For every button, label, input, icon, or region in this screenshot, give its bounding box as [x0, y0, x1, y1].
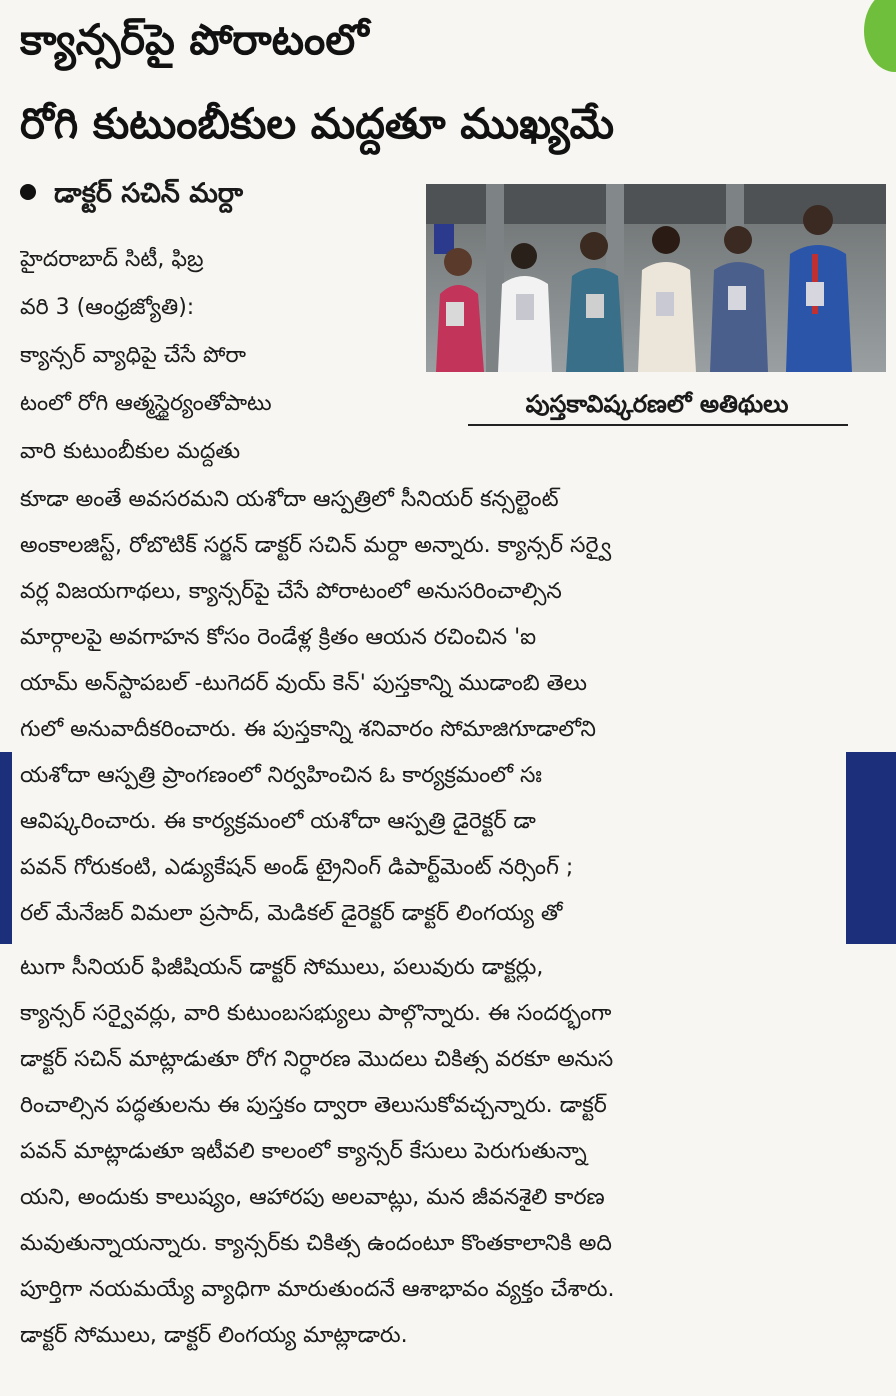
- byline: [20, 175, 243, 213]
- blue-margin-strip-left: [0, 752, 12, 944]
- body-line: పూర్తిగా నయమయ్యే వ్యాధిగా మారుతుందనే ఆశాభావం వ్యక్తం చేశారు.: [20, 1277, 615, 1302]
- book-launch-photo-illustration: [426, 184, 886, 372]
- body-line: ఆవిష్కరించారు. ఈ కార్యక్రమంలో యశోదా ఆస్పత్రి డైరెక్టర్ డా: [20, 809, 536, 834]
- body-line: క్యాన్సర్ సర్వైవర్లు, వారి కుటుంబసభ్యులు పాల్గొన్నారు. ఈ సందర్భంగా: [20, 1001, 612, 1026]
- body-line: హైదరాబాద్ సిటీ, ఫిబ్ర: [20, 247, 204, 272]
- body-line: వరి 3 (ఆంధ్రజ్యోతి):: [20, 295, 195, 320]
- body-line: డాక్టర్ సచిన్ మాట్లాడుతూ రోగ నిర్ధారణ మొదలు చికిత్స వరకూ అనుస: [20, 1047, 614, 1072]
- body-line: కూడా అంతే అవసరమని యశోదా ఆస్పత్రిలో సీనియర్ కన్సల్టెంట్: [20, 487, 559, 512]
- body-line: వారి కుటుంబీకుల మద్దతు: [20, 439, 241, 464]
- body-line: యామ్ అన్‌స్టాపబల్ -టుగెదర్ వుయ్ కెన్' పుస్తకాన్ని ముడాంబి తెలు: [20, 671, 588, 696]
- body-line: యని, అందుకు కాలుష్యం, ఆహారపు అలవాట్లు, మన జీవనశైలి కారణ: [20, 1185, 605, 1210]
- body-line: అంకాలజిస్ట్, రోబొటిక్ సర్జన్ డాక్టర్ సచిన్ మర్దా అన్నారు. క్యాన్సర్ సర్వై: [20, 533, 612, 558]
- caption-underline: [468, 424, 848, 426]
- body-line: క్యాన్సర్ వ్యాధిపై చేసే పోరా: [20, 343, 246, 368]
- body-line: రించాల్సిన పద్ధతులను ఈ పుస్తకం ద్వారా తెలుసుకోవచ్చన్నారు. డాక్టర్: [20, 1093, 607, 1118]
- body-line: వర్ల విజయగాథలు, క్యాన్సర్‌పై చేసే పోరాటంలో అనుసరించాల్సిన: [20, 579, 562, 604]
- body-line: మార్గాలపై అవగాహన కోసం రెండేళ్ల క్రితం ఆయన రచించిన 'ఐ: [20, 625, 537, 650]
- body-line: యశోదా ఆస్పత్రి ప్రాంగణంలో నిర్వహించిన ఓ కార్యక్రమంలో సః: [20, 763, 542, 788]
- green-corner-marker: [864, 0, 896, 72]
- headline-line-1: క్యాన్సర్‌పై పోరాటంలో: [20, 15, 369, 64]
- body-line: గులో అనువాదీకరించారు. ఈ పుస్తకాన్ని శనివారం సోమాజిగూడాలోని: [20, 717, 596, 742]
- photo-caption: పుస్తకావిష్కరణలో అతిథులు: [525, 390, 789, 418]
- blue-margin-strip-right: [846, 752, 896, 944]
- event-photo: [426, 184, 886, 372]
- body-line: టుగా సీనియర్ ఫిజీషియన్ డాక్టర్ సోములు, పలువురు డాక్టర్లు,: [20, 955, 544, 980]
- byline-text: డాక్టర్ సచిన్ మర్దా: [54, 178, 244, 209]
- body-line: పవన్ గోరుకంటి, ఎడ్యుకేషన్ అండ్ ట్రైనింగ్ డిపార్ట్‌మెంట్ నర్సింగ్ ;: [20, 855, 574, 880]
- body-line: టంలో రోగి ఆత్మస్థైర్యంతోపాటు: [20, 391, 272, 416]
- headline-line-2: రోగి కుటుంబీకుల మద్దతూ ముఖ్యమే: [20, 99, 615, 148]
- body-line: డాక్టర్ సోములు, డాక్టర్ లింగయ్య మాట్లాడారు.: [20, 1323, 408, 1348]
- body-line: పవన్ మాట్లాడుతూ ఇటీవలి కాలంలో క్యాన్సర్ కేసులు పెరుగుతున్నా: [20, 1139, 587, 1164]
- body-line: రల్ మేనేజర్ విమలా ప్రసాద్, మెడికల్ డైరెక్టర్ డాక్టర్ లింగయ్య తో: [20, 901, 563, 926]
- body-line: మవుతున్నాయన్నారు. క్యాన్సర్‌కు చికిత్స ఉందంటూ కొంతకాలానికి అది: [20, 1231, 612, 1256]
- bullet-icon: [20, 184, 36, 200]
